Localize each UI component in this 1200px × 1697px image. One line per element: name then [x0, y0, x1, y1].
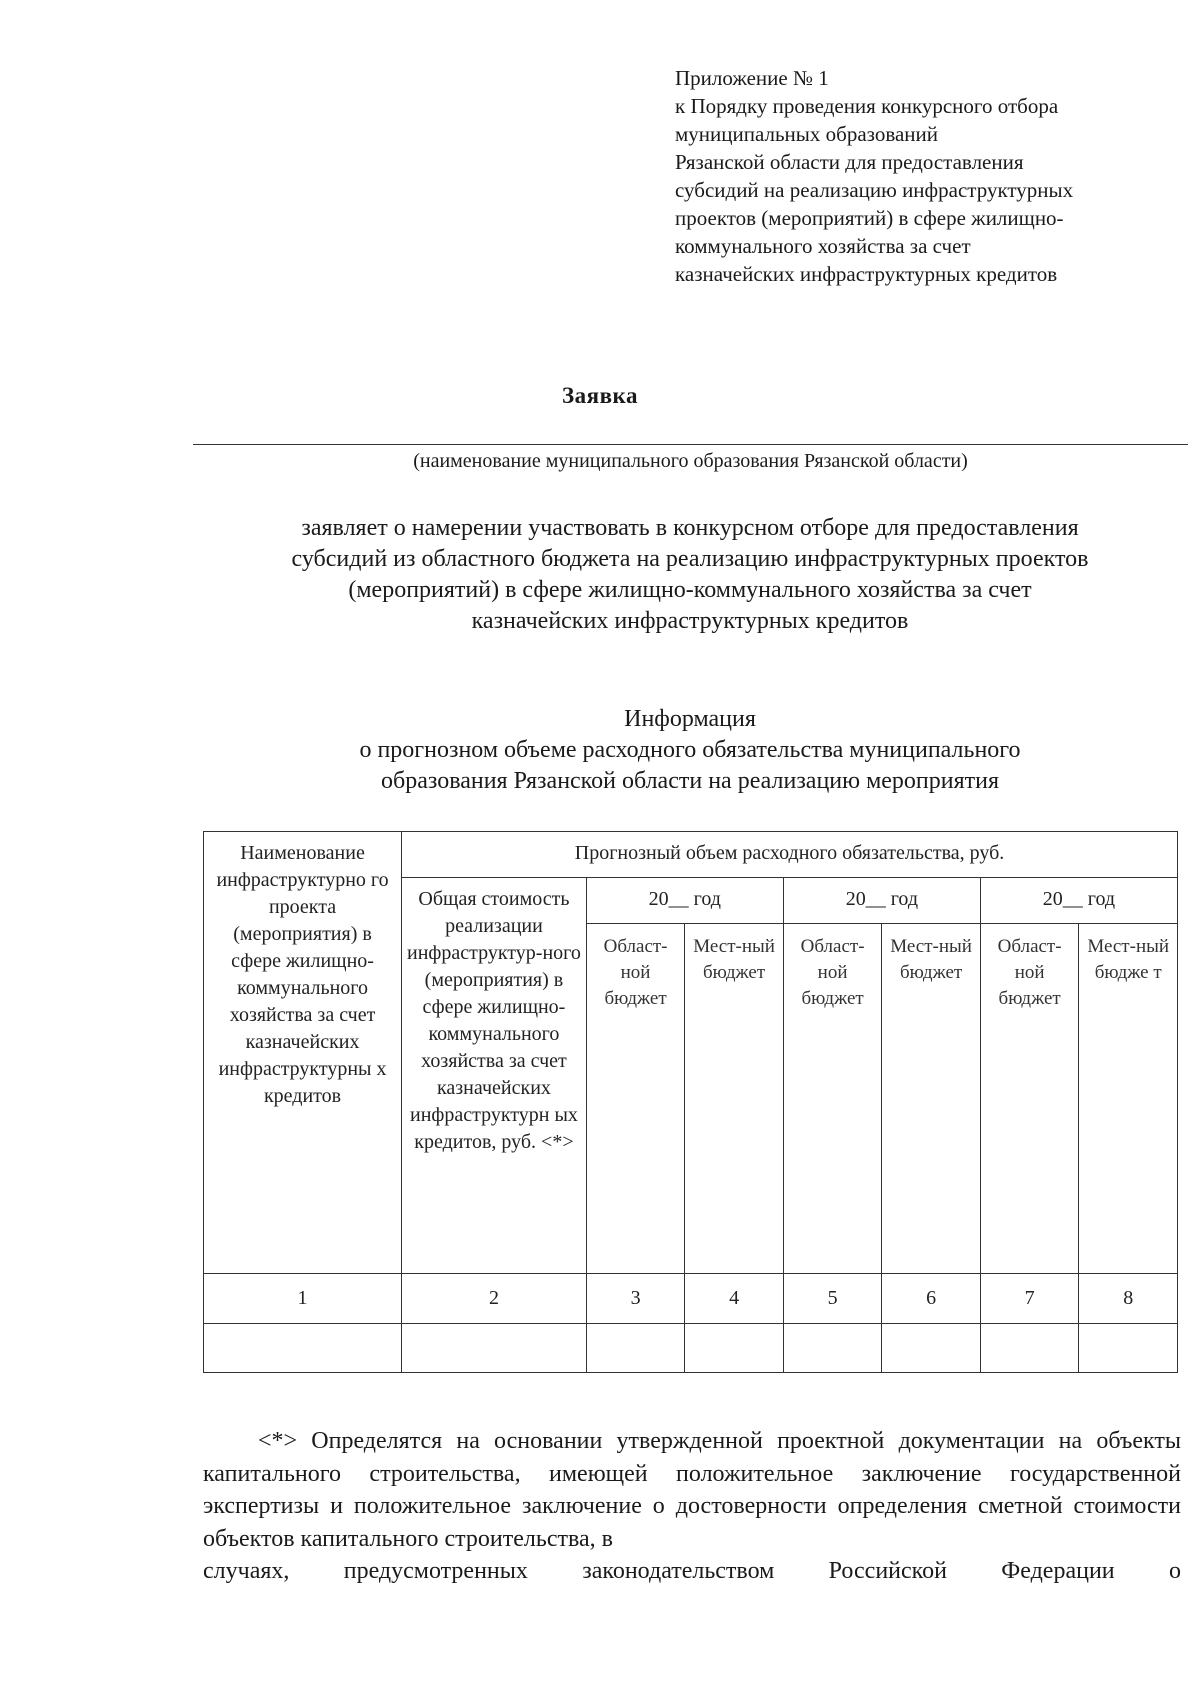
header-local-budget: Мест-ный бюджет	[882, 924, 981, 1274]
column-number: 1	[204, 1274, 402, 1324]
header-year-3: 20__ год	[980, 878, 1177, 924]
header-forecast-group: Прогнозный объем расходного обязательства, руб.	[402, 832, 1178, 878]
column-number: 7	[980, 1274, 1079, 1324]
column-number: 6	[882, 1274, 981, 1324]
empty-cell	[1079, 1324, 1178, 1373]
column-number: 2	[402, 1274, 587, 1324]
info-heading-line: образования Рязанской области на реализацию мероприятия	[380, 768, 1000, 794]
footnote-last-line: случаях, предусмотренных законодательством Российской Федерации о	[203, 1558, 1181, 1584]
header-local-budget: Мест-ный бюджет	[685, 924, 784, 1274]
empty-cell	[402, 1324, 587, 1373]
column-number: 4	[685, 1274, 784, 1324]
header-local-budget: Мест-ный бюдже т	[1079, 924, 1178, 1274]
appendix-line: субсидий на реализацию инфраструктурных	[675, 178, 1074, 202]
empty-cell	[882, 1324, 981, 1373]
declaration-line: заявляет о намерении участвовать в конкурсном отборе для предоставления	[301, 515, 1079, 541]
empty-cell	[980, 1324, 1079, 1373]
header-regional-budget: Област-ной бюджет	[980, 924, 1079, 1274]
header-project-name: Наименование инфраструктурно го проекта (мероприятия) в сфере жилищно-коммунального хозяйства за счет казначейских инфраструктурны х кредитов	[204, 832, 402, 1274]
column-number: 8	[1079, 1274, 1178, 1324]
municipality-name-line	[193, 444, 1188, 445]
appendix-line: муниципальных образований	[675, 122, 938, 146]
declaration-line: казначейских инфраструктурных кредитов	[471, 608, 909, 634]
info-heading-line: о прогнозном объеме расходного обязательства муниципального	[359, 737, 1021, 763]
column-number: 3	[586, 1274, 685, 1324]
info-heading	[0, 704, 1200, 797]
header-regional-budget: Област-ной бюджет	[783, 924, 882, 1274]
declaration-line: (мероприятий) в сфере жилищно-коммунального хозяйства за счет	[348, 577, 1032, 603]
municipality-caption: (наименование муниципального образования Рязанской области)	[413, 450, 968, 472]
declaration-text	[190, 513, 1190, 637]
document-title: Заявка	[562, 383, 638, 408]
declaration-line: субсидий из областного бюджета на реализацию инфраструктурных проектов	[291, 546, 1089, 572]
appendix-line: казначейских инфраструктурных кредитов	[675, 262, 1058, 286]
empty-cell	[586, 1324, 685, 1373]
empty-cell	[783, 1324, 882, 1373]
column-number: 5	[783, 1274, 882, 1324]
appendix-line: коммунального хозяйства за счет	[675, 234, 971, 258]
appendix-line: к Порядку проведения конкурсного отбора	[675, 94, 1059, 118]
footnote	[203, 1425, 1181, 1588]
header-year-1: 20__ год	[586, 878, 783, 924]
footnote-text: <*> Определятся на основании утвержденной проектной документации на объекты капитального строительства, имеющей положительное заключение государственной экспертизы и положительное заключение о достоверности определения сметной стоимости объектов капитального строительства, в	[203, 1428, 1181, 1552]
header-total-cost: Общая стоимость реализации инфраструктур-ного (мероприятия) в сфере жилищно-коммунального хозяйства за счет казначейских инфраструктурн ых кредитов, руб. <*>	[402, 878, 587, 1274]
appendix-line: Приложение № 1	[675, 66, 829, 90]
expenditure-table	[203, 831, 1178, 1373]
empty-cell	[685, 1324, 784, 1373]
empty-cell	[204, 1324, 402, 1373]
appendix-line: проектов (мероприятий) в сфере жилищно-	[675, 206, 1064, 230]
appendix-block	[675, 64, 1145, 288]
header-year-2: 20__ год	[783, 878, 980, 924]
info-heading-line: Информация	[624, 706, 756, 732]
header-regional-budget: Област-ной бюджет	[586, 924, 685, 1274]
appendix-line: Рязанской области для предоставления	[675, 150, 1024, 174]
